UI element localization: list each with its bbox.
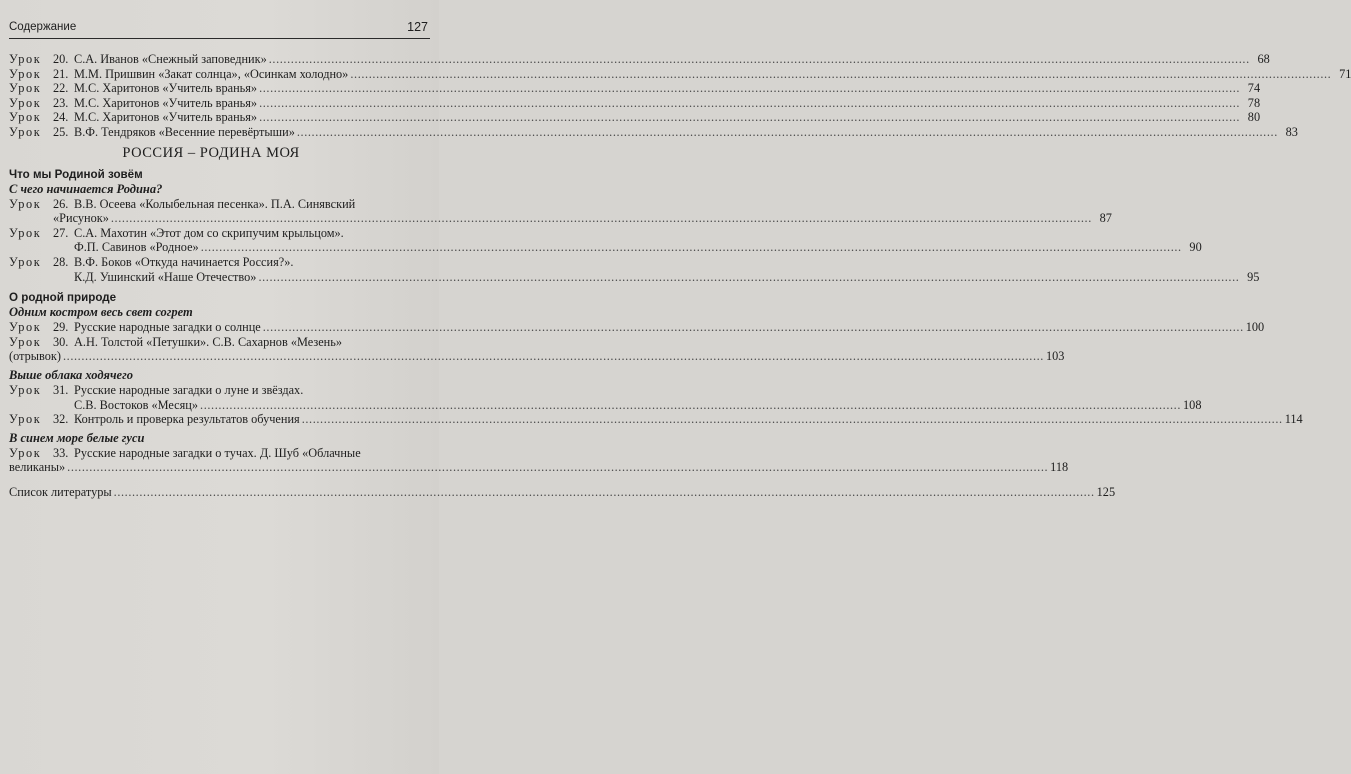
- dot-leader: [67, 460, 1048, 475]
- toc-entry-lesson-29[interactable]: [9, 320, 1265, 335]
- page-ref: 114: [1284, 412, 1303, 427]
- toc-entry-lesson-24[interactable]: [9, 110, 1261, 125]
- lesson-title: В.Ф. Тендряков «Весенние перевёртыши»: [74, 124, 295, 139]
- dot-leader: [259, 110, 1240, 125]
- dot-leader: [258, 270, 1239, 285]
- lesson-title: Русские народные загадки о луне и звёздах.: [74, 382, 304, 397]
- section-heading: О родной природе: [9, 291, 117, 305]
- lesson-number: 24.: [53, 110, 69, 125]
- dot-leader: [63, 349, 1044, 364]
- toc-entry-lesson-20[interactable]: [9, 52, 1270, 67]
- part-title: РОССИЯ – РОДИНА МОЯ: [122, 144, 300, 161]
- toc-entry-lesson-30-cont[interactable]: [9, 349, 1065, 364]
- dot-leader: [297, 125, 1278, 140]
- page-ref: 103: [1045, 349, 1065, 364]
- toc-entry-lesson-30[interactable]: [9, 335, 413, 350]
- lesson-number: 27.: [53, 225, 69, 240]
- lesson-title: Русские народные загадки о тучах. Д. Шуб «Облачные: [74, 445, 361, 460]
- lesson-word: Урок: [9, 66, 42, 81]
- lesson-title-cont: «Рисунок»: [53, 211, 109, 226]
- lesson-word: Урок: [9, 412, 42, 427]
- lesson-title: Контроль и проверка результатов обучения: [74, 412, 300, 427]
- dot-leader: [350, 67, 1331, 82]
- toc-entry-lesson-27[interactable]: [9, 226, 413, 241]
- toc-entry-literature[interactable]: [9, 484, 1116, 500]
- lesson-number: 32.: [53, 412, 69, 427]
- toc-entry-lesson-33[interactable]: [9, 446, 413, 461]
- toc-entry-lesson-28-cont[interactable]: [9, 269, 1260, 285]
- running-head-page-number: 127: [407, 20, 428, 34]
- lesson-title: Русские народные загадки о солнце: [74, 320, 261, 335]
- page-ref: 80: [1247, 110, 1261, 125]
- toc-entry-lesson-26[interactable]: [9, 197, 413, 212]
- dot-leader: [263, 320, 1244, 335]
- toc-entry-lesson-22[interactable]: [9, 81, 1261, 96]
- lesson-word: Урок: [9, 334, 42, 349]
- lesson-word: Урок: [9, 124, 42, 139]
- lesson-word: Урок: [9, 196, 42, 211]
- toc-entry-lesson-21[interactable]: [9, 66, 1351, 82]
- dot-leader: [259, 96, 1240, 111]
- lesson-title: М.М. Пришвин «Закат солнца», «Осинкам холодно»: [74, 66, 349, 81]
- lesson-title-cont: К.Д. Ушинский «Наше Отечество»: [74, 269, 257, 284]
- dot-leader: [302, 412, 1283, 427]
- page-ref: 68: [1257, 52, 1270, 66]
- lesson-number: 22.: [53, 81, 69, 96]
- lesson-title: С.А. Иванов «Снежный заповедник»: [74, 52, 267, 66]
- page-ref: 90: [1189, 240, 1202, 255]
- page-ref: 100: [1245, 320, 1265, 335]
- page-ref: 71: [1339, 66, 1351, 81]
- subsection-heading: В синем море белые гуси: [9, 430, 145, 445]
- lesson-number: 28.: [53, 254, 69, 269]
- page-ref: 118: [1050, 460, 1069, 475]
- lesson-word: Урок: [9, 445, 42, 460]
- toc-entry-lesson-23[interactable]: [9, 95, 1261, 111]
- lesson-title: А.Н. Толстой «Петушки». С.В. Сахарнов «Мезень»: [74, 334, 343, 349]
- dot-leader: [269, 52, 1250, 67]
- lesson-word: Урок: [9, 52, 42, 66]
- toc-entry-lesson-33-cont[interactable]: [9, 460, 1069, 475]
- lesson-number: 33.: [53, 445, 69, 460]
- lesson-title-cont: великаны»: [9, 460, 66, 475]
- table-of-contents: [9, 52, 1351, 500]
- page-ref: 74: [1247, 81, 1261, 96]
- lesson-number: 23.: [53, 95, 69, 110]
- page-ref: 78: [1247, 95, 1261, 110]
- lesson-number: 26.: [53, 196, 69, 211]
- lesson-number: 20.: [53, 52, 69, 66]
- subsection-heading: Выше облака ходячего: [9, 367, 133, 382]
- lesson-word: Урок: [9, 110, 42, 125]
- page-ref: 83: [1285, 124, 1298, 139]
- toc-entry-lesson-26-cont[interactable]: [9, 211, 1112, 226]
- lesson-title: М.С. Харитонов «Учитель вранья»: [74, 110, 258, 125]
- lesson-number: 30.: [53, 334, 69, 349]
- lesson-title: С.А. Махотин «Этот дом со скрипучим крыльцом».: [74, 225, 344, 240]
- page-ref: 108: [1183, 397, 1202, 412]
- running-head: [9, 20, 430, 39]
- subsection-heading: С чего начинается Родина?: [9, 181, 163, 196]
- lesson-title-cont: С.В. Востоков «Месяц»: [74, 397, 199, 412]
- lesson-word: Урок: [9, 382, 42, 397]
- lesson-title: М.С. Харитонов «Учитель вранья»: [74, 95, 258, 110]
- toc-entry-lesson-31-cont[interactable]: [9, 397, 1202, 413]
- dot-leader: [201, 240, 1182, 255]
- lesson-title-cont: Ф.П. Савинов «Родное»: [74, 240, 199, 255]
- lesson-title: В.Ф. Боков «Откуда начинается Россия?».: [74, 254, 294, 269]
- lesson-number: 21.: [53, 66, 69, 81]
- toc-entry-lesson-31[interactable]: [9, 383, 413, 398]
- lesson-word: Урок: [9, 225, 42, 240]
- lesson-title: М.С. Харитонов «Учитель вранья»: [74, 81, 258, 96]
- toc-entry-lesson-25[interactable]: [9, 124, 1298, 140]
- lesson-word: Урок: [9, 320, 42, 335]
- dot-leader: [200, 398, 1181, 413]
- dot-leader: [111, 211, 1092, 226]
- section-heading: Что мы Родиной зовём: [9, 167, 143, 181]
- lesson-number: 31.: [53, 382, 69, 397]
- dot-leader: [259, 81, 1240, 96]
- running-head-section: Содержание: [9, 21, 77, 33]
- dot-leader: [114, 485, 1095, 500]
- lesson-word: Урок: [9, 254, 42, 269]
- page-ref: 87: [1099, 211, 1112, 226]
- lesson-number: 29.: [53, 320, 69, 335]
- lesson-word: Урок: [9, 81, 42, 96]
- toc-entry-lesson-32[interactable]: [9, 412, 1303, 427]
- toc-entry-lesson-28[interactable]: [9, 255, 413, 270]
- page-ref: 125: [1096, 484, 1116, 499]
- page-ref: 95: [1247, 269, 1260, 284]
- lesson-title: В.В. Осеева «Колыбельная песенка». П.А. Синявский: [74, 196, 356, 211]
- lesson-title-cont: (отрывок): [9, 349, 61, 364]
- subsection-heading: Одним костром весь свет согрет: [9, 305, 193, 320]
- lesson-word: Урок: [9, 95, 42, 110]
- lesson-number: 25.: [53, 124, 69, 139]
- toc-entry-lesson-27-cont[interactable]: [9, 240, 1202, 255]
- literature-label: Список литературы: [9, 484, 112, 499]
